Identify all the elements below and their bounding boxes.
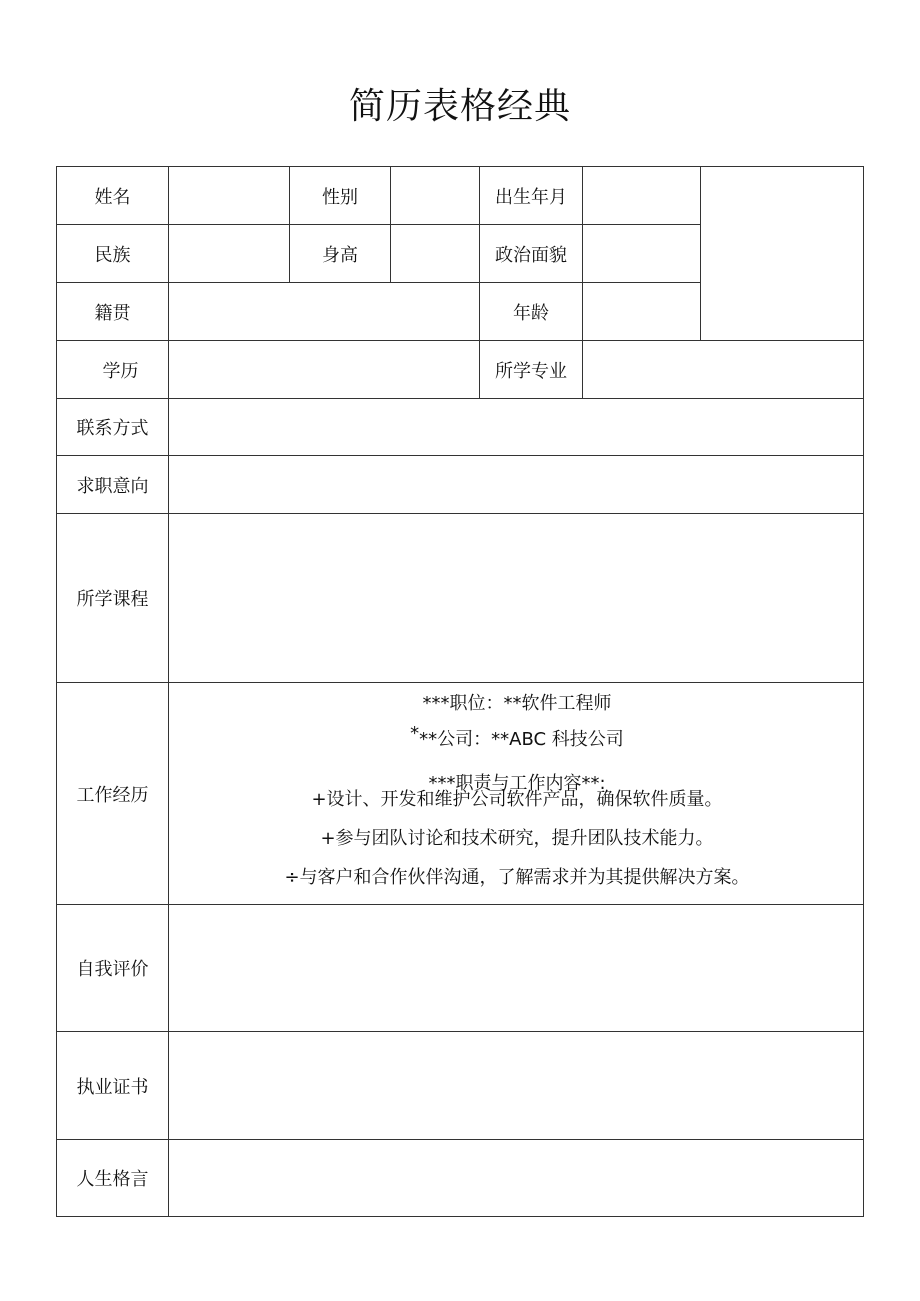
- field-ethnicity[interactable]: [169, 225, 290, 283]
- field-motto[interactable]: [169, 1140, 863, 1216]
- work-line-company-star: *: [410, 723, 420, 744]
- photo-box[interactable]: [701, 167, 863, 341]
- label-political: 政治面貌: [480, 225, 583, 283]
- label-motto: 人生格言: [57, 1140, 169, 1216]
- label-courses: 所学课程: [57, 514, 169, 683]
- field-age[interactable]: [583, 283, 701, 341]
- label-height: 身高: [290, 225, 391, 283]
- label-education: 学历: [57, 341, 169, 399]
- label-work-experience: 工作经历: [57, 683, 169, 905]
- label-birth: 出生年月: [480, 167, 583, 225]
- field-courses[interactable]: [169, 514, 863, 683]
- label-self-evaluation: 自我评价: [57, 905, 169, 1032]
- resume-table: [56, 166, 864, 1217]
- work-line-company: [169, 725, 865, 751]
- page-title: 简历表格经典: [348, 86, 571, 127]
- field-self-evaluation[interactable]: [169, 905, 863, 1032]
- field-job-intention[interactable]: [169, 456, 863, 514]
- field-hometown[interactable]: [169, 283, 480, 341]
- work-line-duty-3: ÷与客户和合作伙伴沟通，了解需求并为其提供解决方案。: [284, 867, 750, 888]
- label-job-intention: 求职意向: [57, 456, 169, 514]
- work-line-duties-heading: ***职责与工作内容**:: [428, 773, 606, 794]
- field-birth[interactable]: [583, 167, 701, 225]
- label-gender: 性别: [290, 167, 391, 225]
- field-name[interactable]: [169, 167, 290, 225]
- label-major: 所学专业: [480, 341, 583, 399]
- label-ethnicity: 民族: [57, 225, 169, 283]
- label-age: 年龄: [480, 283, 583, 341]
- work-line-position: ***职位：**软件工程师: [422, 693, 612, 714]
- label-contact: 联系方式: [57, 399, 169, 456]
- work-line-duty-2: +参与团队讨论和技术研究，提升团队技术能力。: [320, 828, 714, 849]
- field-major[interactable]: [583, 341, 863, 399]
- work-line-duty-1: +设计、开发和维护公司软件产品，确保软件质量。: [311, 789, 723, 810]
- field-political[interactable]: [583, 225, 701, 283]
- field-gender[interactable]: [391, 167, 480, 225]
- field-education[interactable]: [169, 341, 480, 399]
- field-height[interactable]: [391, 225, 480, 283]
- field-certificates[interactable]: [169, 1032, 863, 1140]
- field-contact[interactable]: [169, 399, 863, 456]
- label-name: 姓名: [57, 167, 169, 225]
- work-experience-content: [169, 683, 865, 905]
- work-line-company-text: **公司：**ABC 科技公司: [419, 729, 624, 750]
- label-hometown: 籍贯: [57, 283, 169, 341]
- label-certificates: 执业证书: [57, 1032, 169, 1140]
